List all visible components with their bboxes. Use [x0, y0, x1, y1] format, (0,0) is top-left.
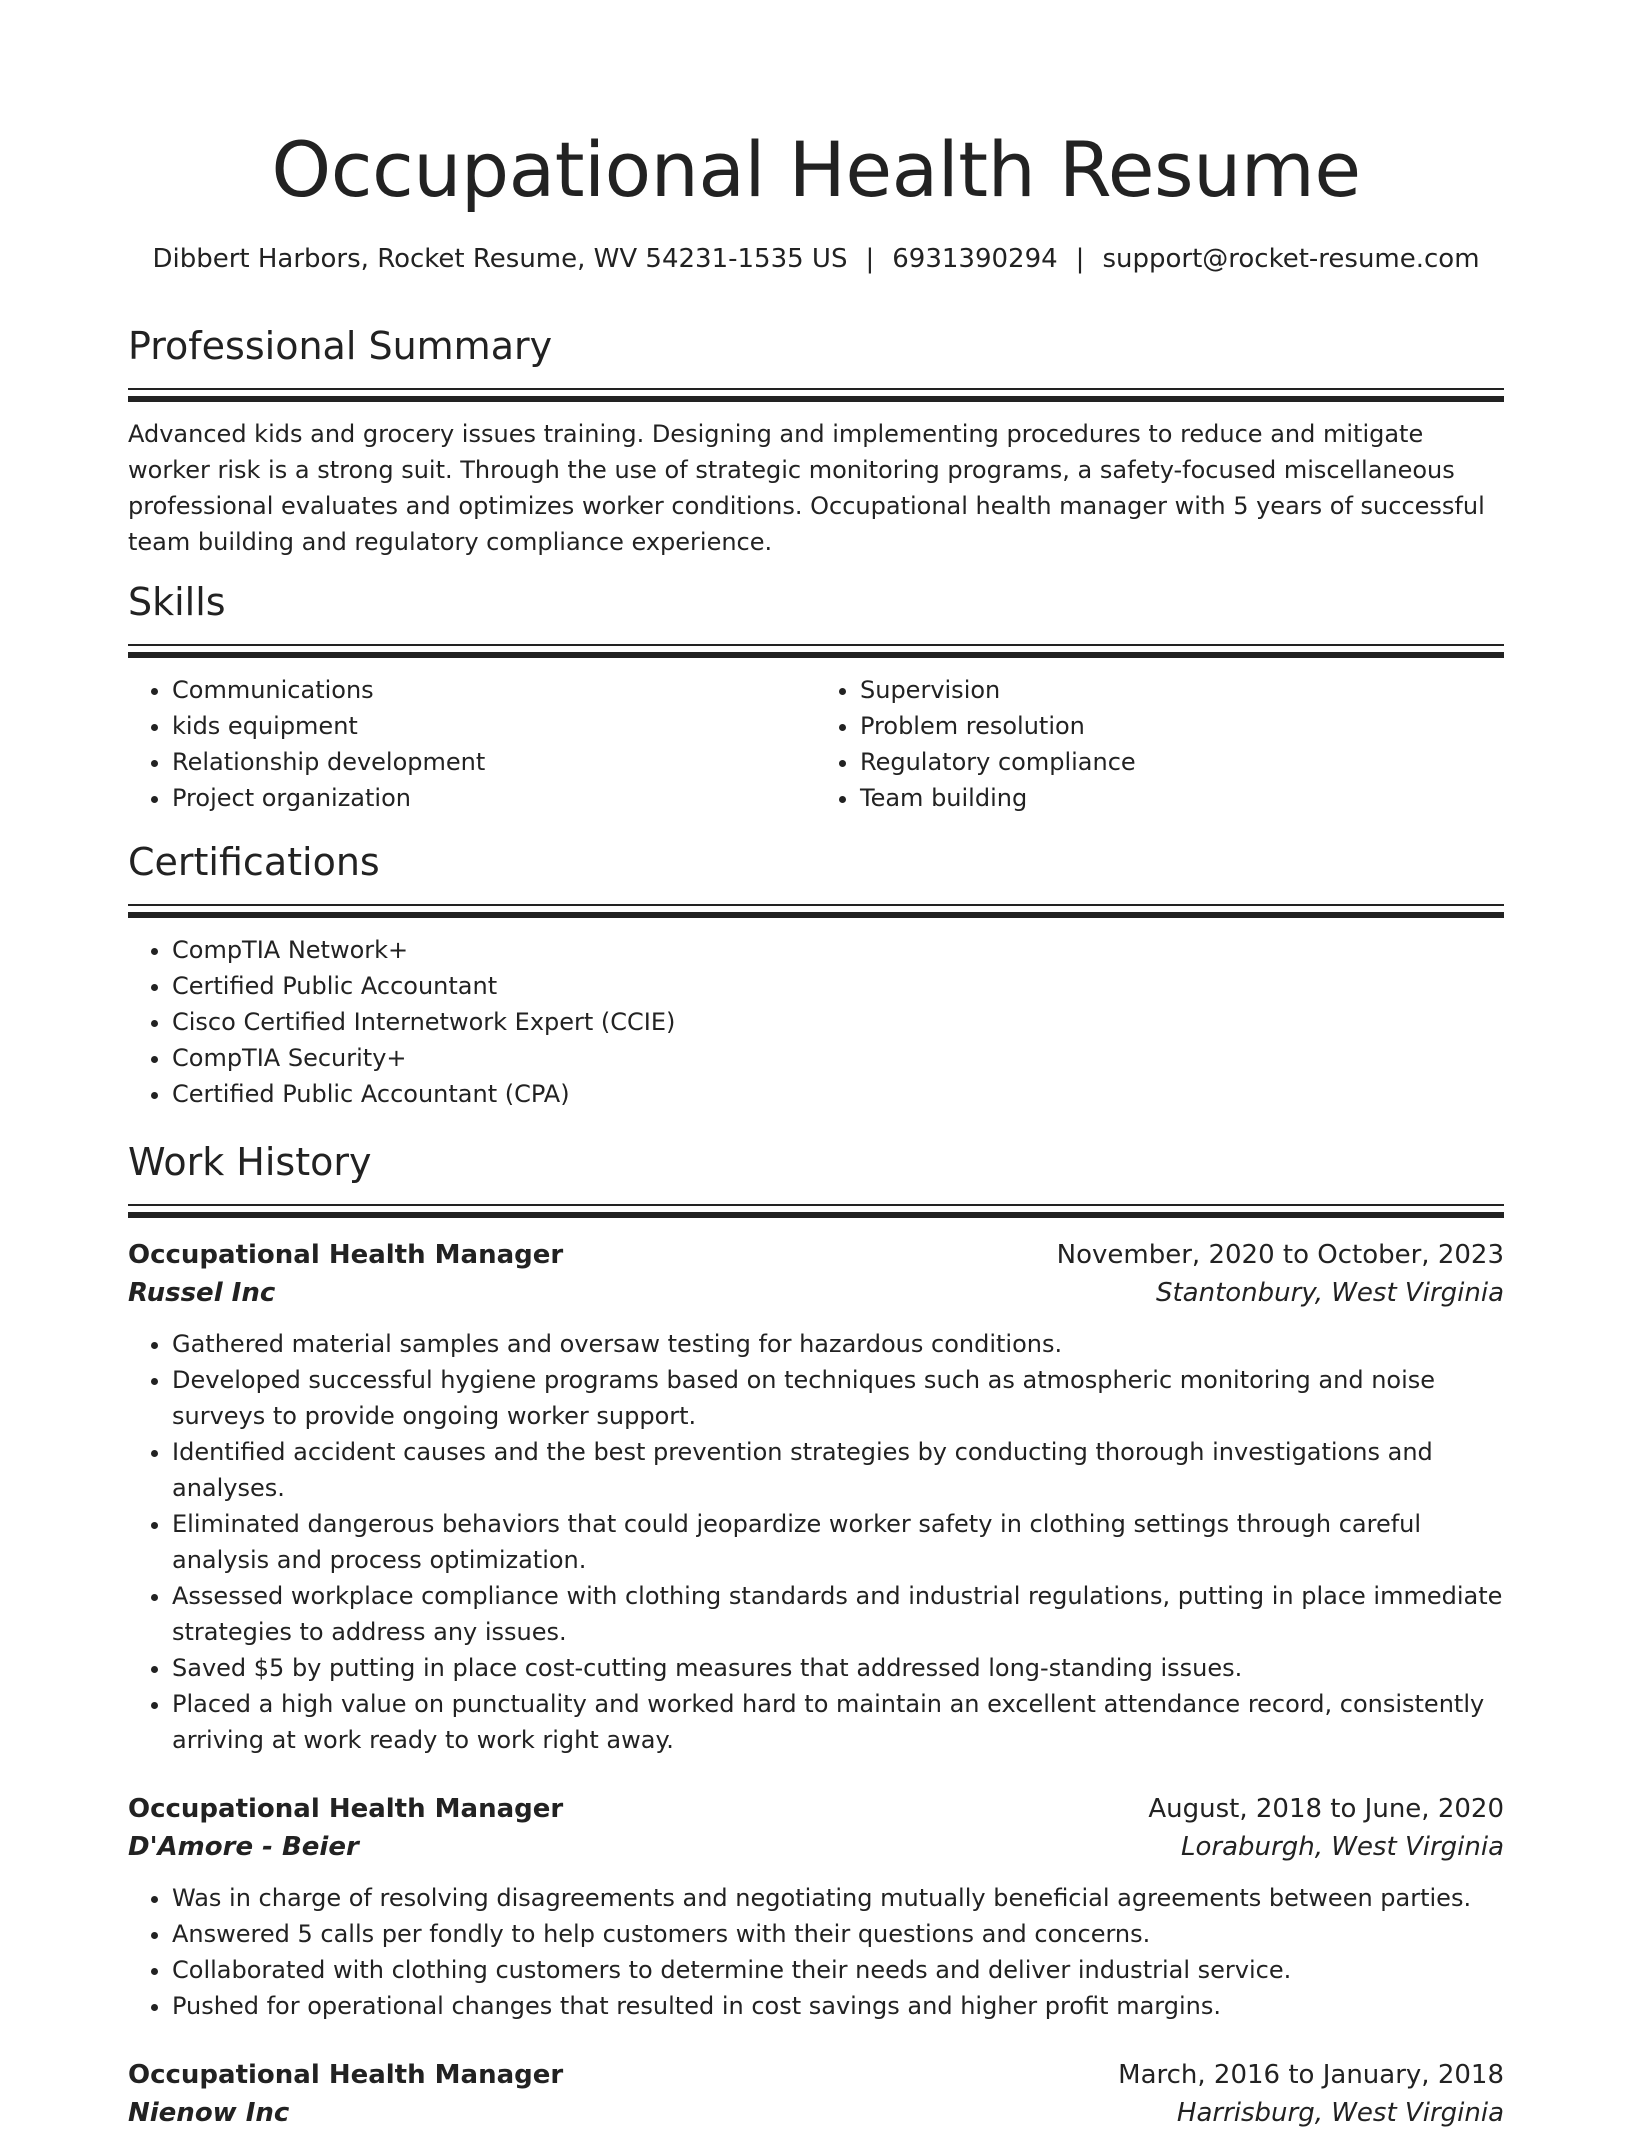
- certification-item: • CompTIA Security+: [172, 1040, 1504, 1076]
- job-dates: March, 2016 to January, 2018: [1118, 2060, 1504, 2090]
- skills-list-left: [128, 672, 816, 816]
- summary-text: Advanced kids and grocery issues training. Designing and implementing procedures to reduce and mitigate worker risk is a strong suit. Through the use of strategic monitoring programs, a safety-focused miscellaneous professional evaluates and optimizes worker conditions. Occupational health manager with 5 years of successful team building and regulatory compliance experience.: [128, 420, 1485, 556]
- job-subheader: [128, 2094, 1504, 2132]
- contact-address: Dibbert Harbors, Rocket Resume, WV 54231-1535 US: [152, 244, 848, 274]
- job-bullets: [128, 1880, 1504, 2024]
- section-title: Skills: [128, 580, 226, 624]
- job-dates: November, 2020 to October, 2023: [1056, 1240, 1504, 1270]
- skill-item: • Communications: [172, 672, 816, 708]
- certification-item: • CompTIA Network+: [172, 932, 1504, 968]
- job-location: Stantonbury, West Virginia: [1155, 1278, 1504, 1308]
- certification-item: • Certified Public Accountant: [172, 968, 1504, 1004]
- section-certifications: [128, 838, 1504, 1112]
- job-bullet: • Pushed for operational changes that resulted in cost savings and higher profit margins.: [172, 1988, 1504, 2024]
- certifications-list: [128, 932, 1504, 1112]
- job-location: Loraburgh, West Virginia: [1181, 1832, 1504, 1862]
- section-title: Certifications: [128, 840, 380, 884]
- section-divider: [128, 912, 1504, 918]
- job-company: Russel Inc: [128, 1278, 276, 1308]
- section-professional-summary: [128, 322, 1504, 560]
- job-title: Occupational Health Manager: [128, 1794, 564, 1824]
- section-divider: [128, 644, 1504, 646]
- section-divider: [128, 396, 1504, 402]
- contact-separator: |: [1075, 244, 1085, 274]
- section-skills: [128, 578, 1504, 816]
- job-bullet: • Gathered material samples and oversaw testing for hazardous conditions.: [172, 1326, 1504, 1362]
- skills-list-right: [816, 672, 1504, 816]
- section-divider: [128, 1212, 1504, 1218]
- job-bullet: • Collaborated with clothing customers to determine their needs and deliver industrial service.: [172, 1952, 1504, 1988]
- job-bullets: [128, 1326, 1504, 1758]
- section-title: Work History: [128, 1140, 372, 1184]
- contact-phone: 6931390294: [892, 244, 1058, 274]
- job-bullet: • Saved $5 by putting in place cost-cutting measures that addressed long-standing issues.: [172, 1650, 1504, 1686]
- job-header: [128, 2056, 1504, 2094]
- job-dates: August, 2018 to June, 2020: [1148, 1794, 1504, 1824]
- section-divider: [128, 904, 1504, 906]
- job-bullet: • Placed a high value on punctuality and worked hard to maintain an excellent attendance record, consistently arriving at work ready to work right away.: [172, 1686, 1504, 1758]
- section-work-history: [128, 1138, 1504, 2132]
- job-entry: [128, 2056, 1504, 2132]
- job-bullet: • Eliminated dangerous behaviors that could jeopardize worker safety in clothing settings through careful analysis and process optimization.: [172, 1506, 1504, 1578]
- job-bullet: • Developed successful hygiene programs based on techniques such as atmospheric monitoring and noise surveys to provide ongoing worker support.: [172, 1362, 1504, 1434]
- section-divider: [128, 1204, 1504, 1206]
- job-bullet: • Was in charge of resolving disagreements and negotiating mutually beneficial agreements between parties.: [172, 1880, 1504, 1916]
- certification-item: • Cisco Certified Internetwork Expert (CCIE): [172, 1004, 1504, 1040]
- job-bullet: • Assessed workplace compliance with clothing standards and industrial regulations, putting in place immediate strategies to address any issues.: [172, 1578, 1504, 1650]
- resume-title: Occupational Health Resume: [271, 125, 1361, 214]
- job-entry: [128, 1236, 1504, 1758]
- skill-item: • Project organization: [172, 780, 816, 816]
- skill-item: • Team building: [860, 780, 1504, 816]
- contact-line: [128, 242, 1504, 276]
- skill-item: • Problem resolution: [860, 708, 1504, 744]
- skill-item: • Relationship development: [172, 744, 816, 780]
- job-title: Occupational Health Manager: [128, 2060, 564, 2090]
- job-header: [128, 1790, 1504, 1828]
- job-company: Nienow Inc: [128, 2098, 290, 2128]
- job-title: Occupational Health Manager: [128, 1240, 564, 1270]
- skill-item: • Regulatory compliance: [860, 744, 1504, 780]
- job-location: Harrisburg, West Virginia: [1176, 2098, 1504, 2128]
- skill-item: • kids equipment: [172, 708, 816, 744]
- job-header: [128, 1236, 1504, 1274]
- contact-separator: |: [865, 244, 875, 274]
- job-bullet: • Identified accident causes and the best prevention strategies by conducting thorough investigations and analyses.: [172, 1434, 1504, 1506]
- section-divider: [128, 388, 1504, 390]
- skills-columns: [128, 658, 1504, 816]
- job-subheader: [128, 1828, 1504, 1866]
- job-bullet: • Answered 5 calls per fondly to help customers with their questions and concerns.: [172, 1916, 1504, 1952]
- certification-item: • Certified Public Accountant (CPA): [172, 1076, 1504, 1112]
- job-subheader: [128, 1274, 1504, 1312]
- skill-item: • Supervision: [860, 672, 1504, 708]
- job-entry: [128, 1790, 1504, 2024]
- contact-email: support@rocket-resume.com: [1102, 244, 1480, 274]
- section-title: Professional Summary: [128, 324, 553, 368]
- job-company: D'Amore - Beier: [128, 1832, 359, 1862]
